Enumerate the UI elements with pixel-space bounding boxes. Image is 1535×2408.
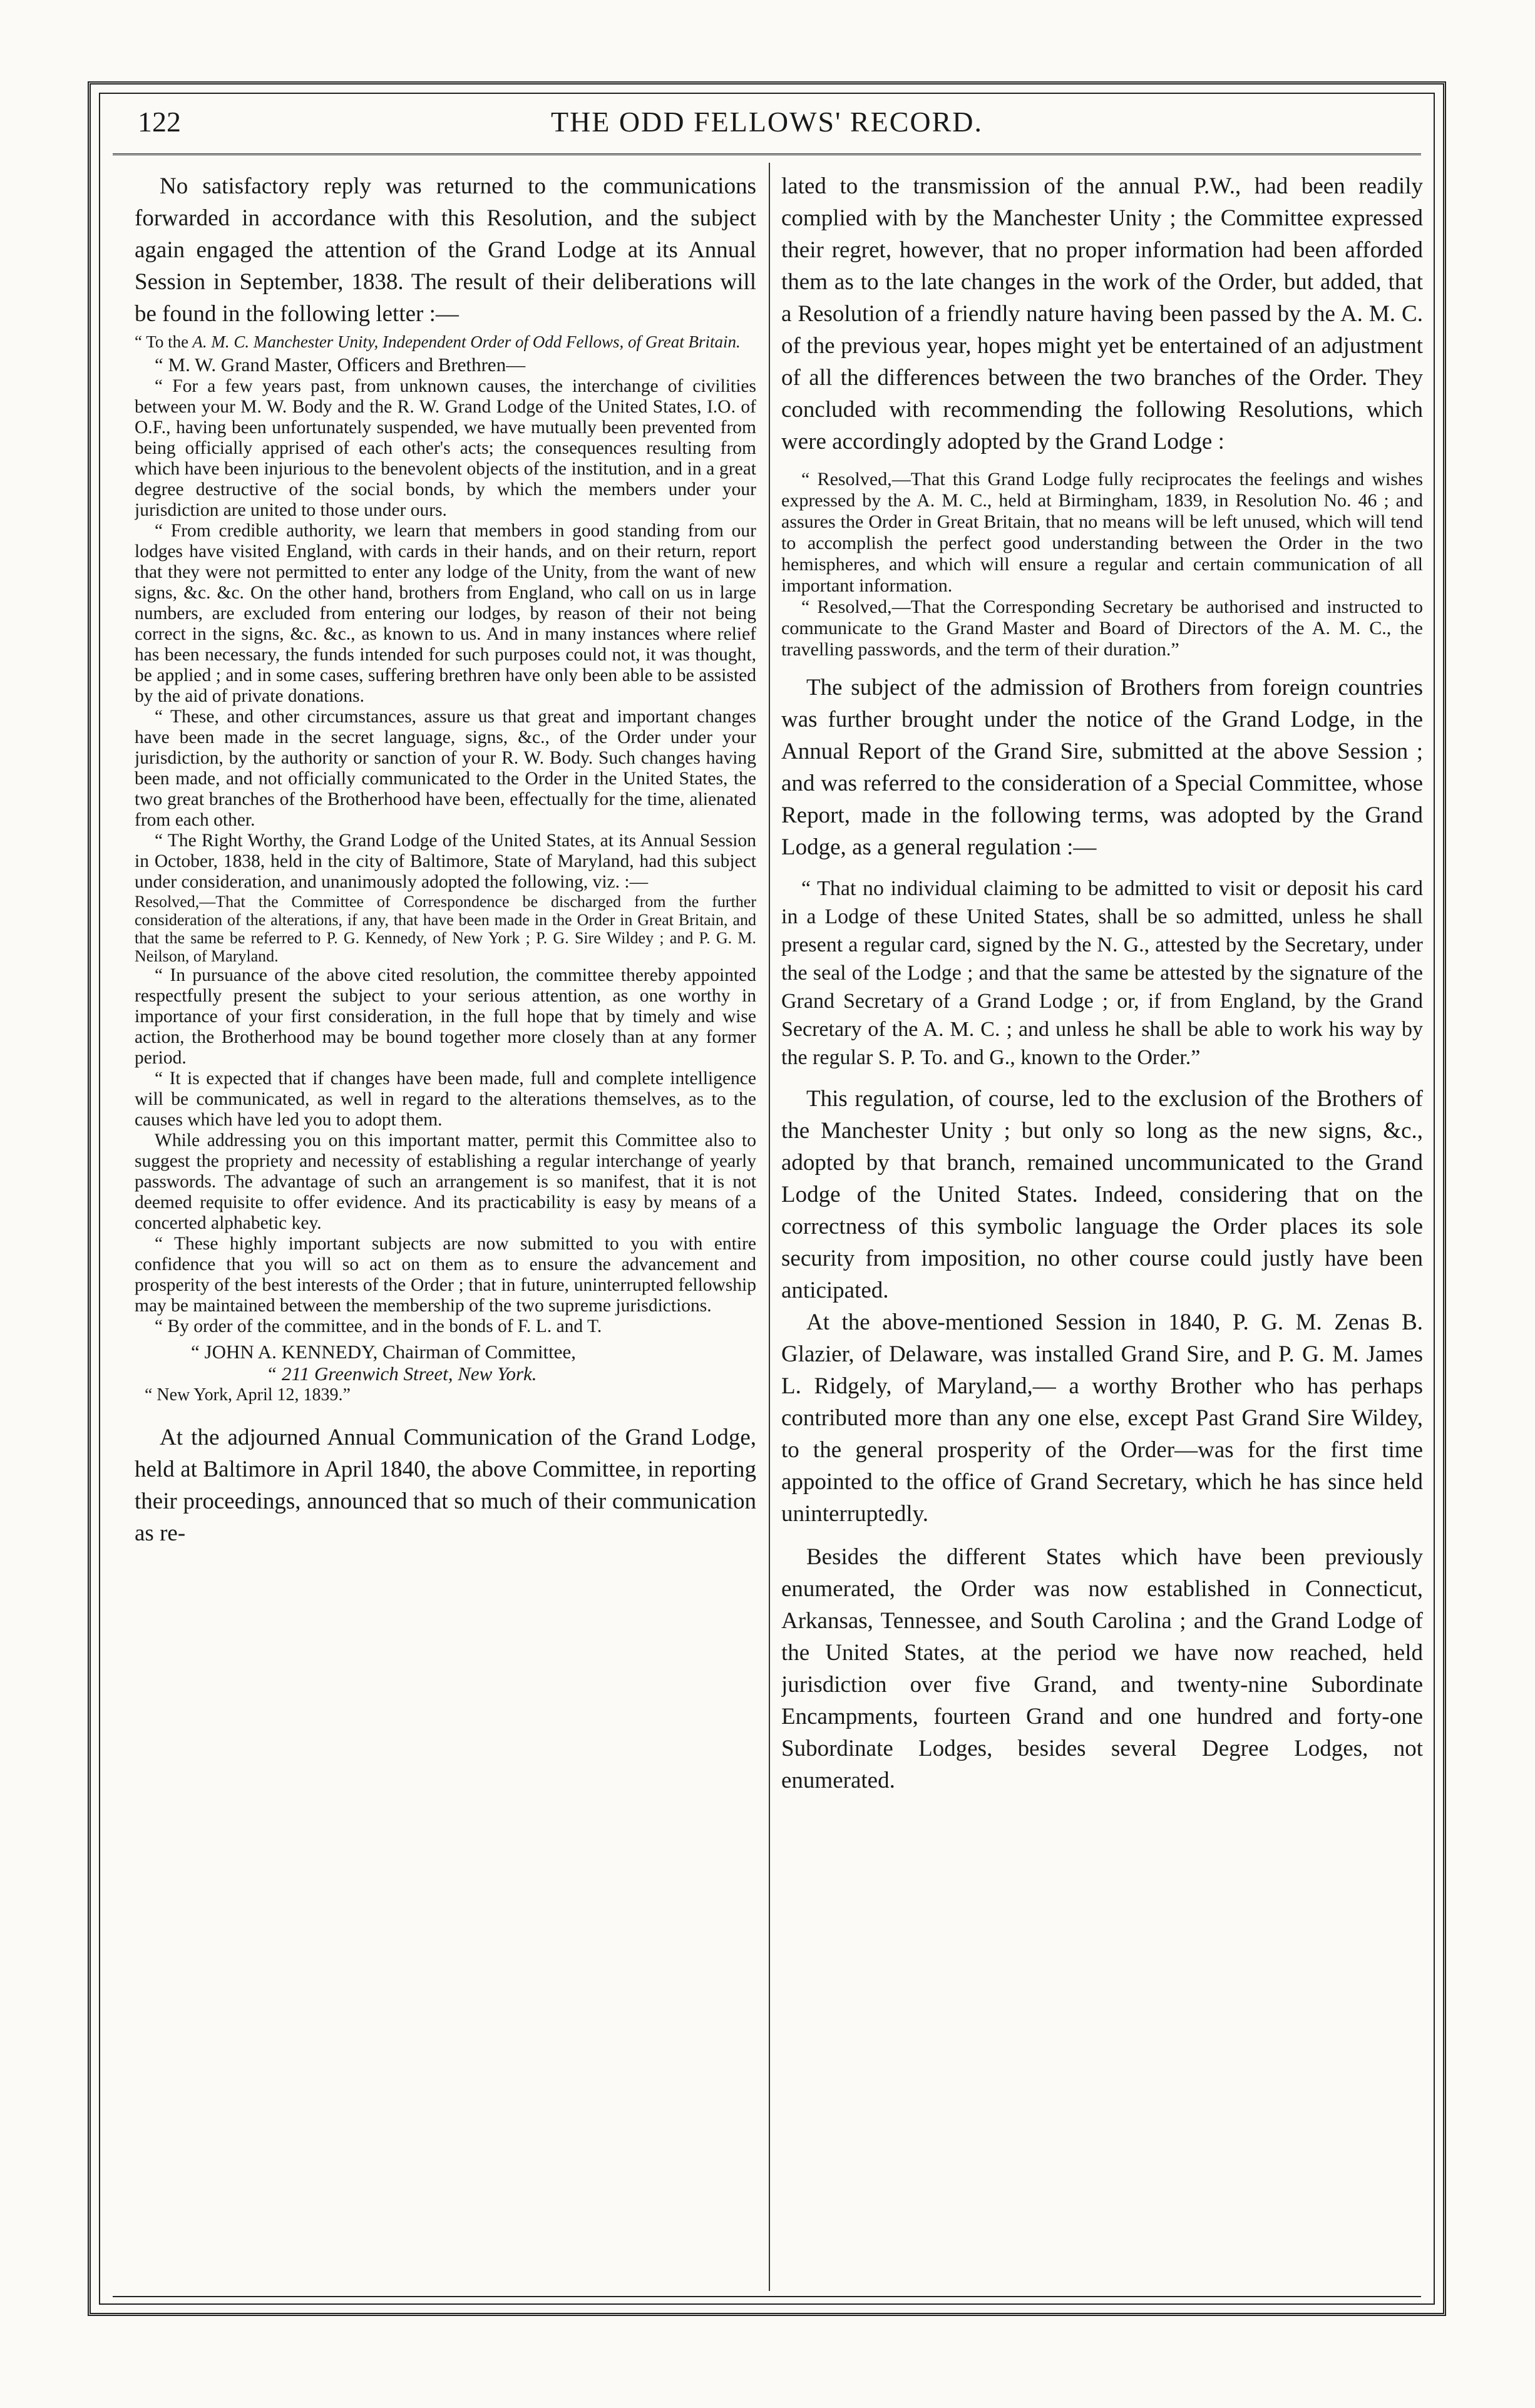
letter-paragraph: “ These highly important subjects are now submitted to you with entire confidence that you will so act on them as to ensure the advancement and prosperity of the best interests of the Order ; that in future, uninterrupted fellowship may be maintained between the membership of the two supreme jurisdictions. xyxy=(135,1234,756,1316)
signature-name: “ JOHN A. KENNEDY, Chairman of Committee, xyxy=(191,1341,577,1363)
paragraph: The subject of the admission of Brothers from foreign countries was further brought under the notice of the Grand Lodge, in the Annual Report of the Grand Sire, submitted at the above Session ; and was referred to the consideration of a Special Committee, whose Report, made in the following terms, was adopted by the Grand Lodge, as a general regulation :— xyxy=(781,675,1423,860)
page-header xyxy=(113,100,1421,150)
letter-paragraph: “ The Right Worthy, the Grand Lodge of the United States, at its Annual Session in October, 1838, held in the city of Baltimore, State of Maryland, had this subject under consideration, and unanimously adopted the following, viz. :— xyxy=(135,831,756,892)
paragraph: At the above-mentioned Session in 1840, P. G. M. Zenas B. Glazier, of Delaware, was installed Grand Sire, and P. G. M. James L. Ridgely, of Maryland,— a worthy Brother who has perhaps contributed more than any one else, except Past Grand Sire Wildey, to the general prosperity of the Order—was for the first time appointed to the office of Grand Secretary, which he has since held uninterruptedly. xyxy=(781,1309,1423,1527)
letter-paragraph: “ It is expected that if changes have been made, full and complete intelligence will be communicated, as well in regard to the alterations themselves, as to the causes which have led you to adopt them. xyxy=(135,1068,756,1130)
page-number: 122 xyxy=(138,106,181,138)
letter-paragraph: “ By order of the committee, and in the bonds of F. L. and T. xyxy=(155,1316,602,1336)
right-column xyxy=(781,170,1423,2298)
letter-paragraph: “ For a few years past, from unknown causes, the interchange of civilities between your M. W. Body and the R. W. Grand Lodge of the United States, I.O. of O.F., having been unfortunately suspended, we have mutually been prevented from being officially apprised of each other's acts; the consequences resulting from which have been injurious to the benevolent objects of the institution, and in a great degree destructive of the social bonds, by which the members under your jurisdiction are united to those under ours. xyxy=(135,376,756,520)
running-title: THE ODD FELLOWS' RECORD. xyxy=(550,106,983,138)
letter-salutation: “ M. W. Grand Master, Officers and Brethren— xyxy=(155,354,526,376)
address-body: A. M. C. Manchester Unity, Independent Order of Odd Fellows, of Great Britain. xyxy=(192,332,741,351)
signature-date: “ New York, April 12, 1839.” xyxy=(145,1385,351,1405)
address-lead: “ To the xyxy=(135,332,189,351)
paragraph: No satisfactory reply was returned to the communications forwarded in accordance with this Resolution, and the subject again engaged the attention of the Grand Lodge at its Annual Session in September, 1838. The result of their deliberations will be found in the following letter :— xyxy=(135,173,756,327)
letter-address xyxy=(135,332,756,351)
paragraph: At the adjourned Annual Communication of the Grand Lodge, held at Baltimore in April 1840, the above Committee, in reporting their proceedings, announced that so much of their communication as re- xyxy=(135,1425,756,1546)
letter-paragraph: “ These, and other circumstances, assure us that great and important changes have been made in the secret language, signs, &c., of the Order under your jurisdiction, by the authority or sanction of your R. W. Body. Such changes having been made, and not officially communicated to the Order in the United States, the two great branches of the Brotherhood have been, effectually for the time, alienated from each other. xyxy=(135,707,756,830)
paragraph: lated to the transmission of the annual P.W., had been readily complied with by the Manchester Unity ; the Committee expressed their regret, however, that no proper information had been afforded them as to the late changes in the work of the Order, but added, that a Resolution of a friendly nature having been passed by the A. M. C. of the previous year, hopes might yet be entertained of an adjustment of all the differences between the two branches of the Order. They concluded with recommending the following Resolutions, which were accordingly adopted by the Grand Lodge : xyxy=(781,173,1423,454)
header-rule xyxy=(113,153,1421,155)
letter-paragraph: “ From credible authority, we learn that members in good standing from our lodges have visited England, with cards in their hands, and on their return, report that they were not permitted to enter any lodge of the Unity, from the want of new signs, &c. &c. On the other hand, brothers from England, who call on us in large numbers, are excluded from entering our lodges, by reason of their not being correct in the signs, &c. &c., as known to us. And in many instances where relief has been necessary, the funds intended for such purposes could not, it was thought, be applied ; and in some cases, suffering brethren have only been able to be assisted by the aid of private donations. xyxy=(135,521,756,706)
letter-paragraph: “ In pursuance of the above cited resolution, the committee thereby appointed respectfully present the subject to your serious attention, as one worthy in importance of your first consideration, in the full hope that by timely and wise action, the Brotherhood may be bound together more closely than at any former period. xyxy=(135,965,756,1068)
left-column xyxy=(135,170,756,2298)
resolution: “ Resolved,—That the Corresponding Secretary be authorised and instructed to communicate to the Grand Master and Board of Directors of the A. M. C., the travelling passwords, and the term of their duration.” xyxy=(781,597,1423,660)
resolution: Resolved,—That the Committee of Correspondence be discharged from the further consideration of the alterations, if any, that have been made in the Order in Great Britain, and that the same be referred to P. G. Kennedy, of New York ; P. G. Sire Wildey ; and P. G. M. Neilson, of Maryland. xyxy=(135,893,756,965)
paragraph: Besides the different States which have been previously enumerated, the Order was now established in Connecticut, Arkansas, Tennessee, and South Carolina ; and the Grand Lodge of the United States, at the period we have now reached, held jurisdiction over five Grand, and twenty-nine Subordinate Encampments, fourteen Grand and one hundred and forty-one Subordinate Lodges, besides several Degree Lodges, not enumerated. xyxy=(781,1544,1423,1793)
resolution: “ Resolved,—That this Grand Lodge fully reciprocates the feelings and wishes expressed by the A. M. C., held at Birmingham, 1839, in Resolution No. 46 ; and assures the Order in Great Britain, that no means will be left unused, which will tend to accomplish the perfect good understanding between the Order in the two hemispheres, and which will ensure a regular and certain communication of all important information. xyxy=(781,469,1423,596)
paragraph: This regulation, of course, led to the exclusion of the Brothers of the Manchester Unity ; but only so long as the new signs, &c., adopted by that branch, remained uncommunicated to the Grand Lodge of the United States. Indeed, considering that on the correctness of this symbolic language the Order places its sole security from imposition, no other course could justly have been anticipated. xyxy=(781,1086,1423,1303)
regulation-quote: “ That no individual claiming to be admitted to visit or deposit his card in a Lodge of these United States, shall be so admitted, unless he shall present a regular card, signed by the N. G., attested by the Secretary, under the seal of the Lodge ; and that the same be attested by the signature of the Grand Secretary of a Grand Lodge ; or, if from England, by the Grand Secretary of the A. M. C. ; and unless he shall be able to work his way by the regular S. P. To. and G., known to the Order.” xyxy=(781,877,1423,1069)
signature-address: “ 211 Greenwich Street, New York. xyxy=(266,1363,537,1385)
footer-rule xyxy=(113,2296,1421,2297)
column-divider xyxy=(769,163,770,2291)
letter-paragraph: While addressing you on this important matter, permit this Committee also to suggest the propriety and necessity of establishing a regular interchange of yearly passwords. The advantage of such an arrangement is so manifest, that it is not deemed requisite to offer evidence. And its practicability is easy by means of a concerted alphabetic key. xyxy=(135,1130,756,1233)
